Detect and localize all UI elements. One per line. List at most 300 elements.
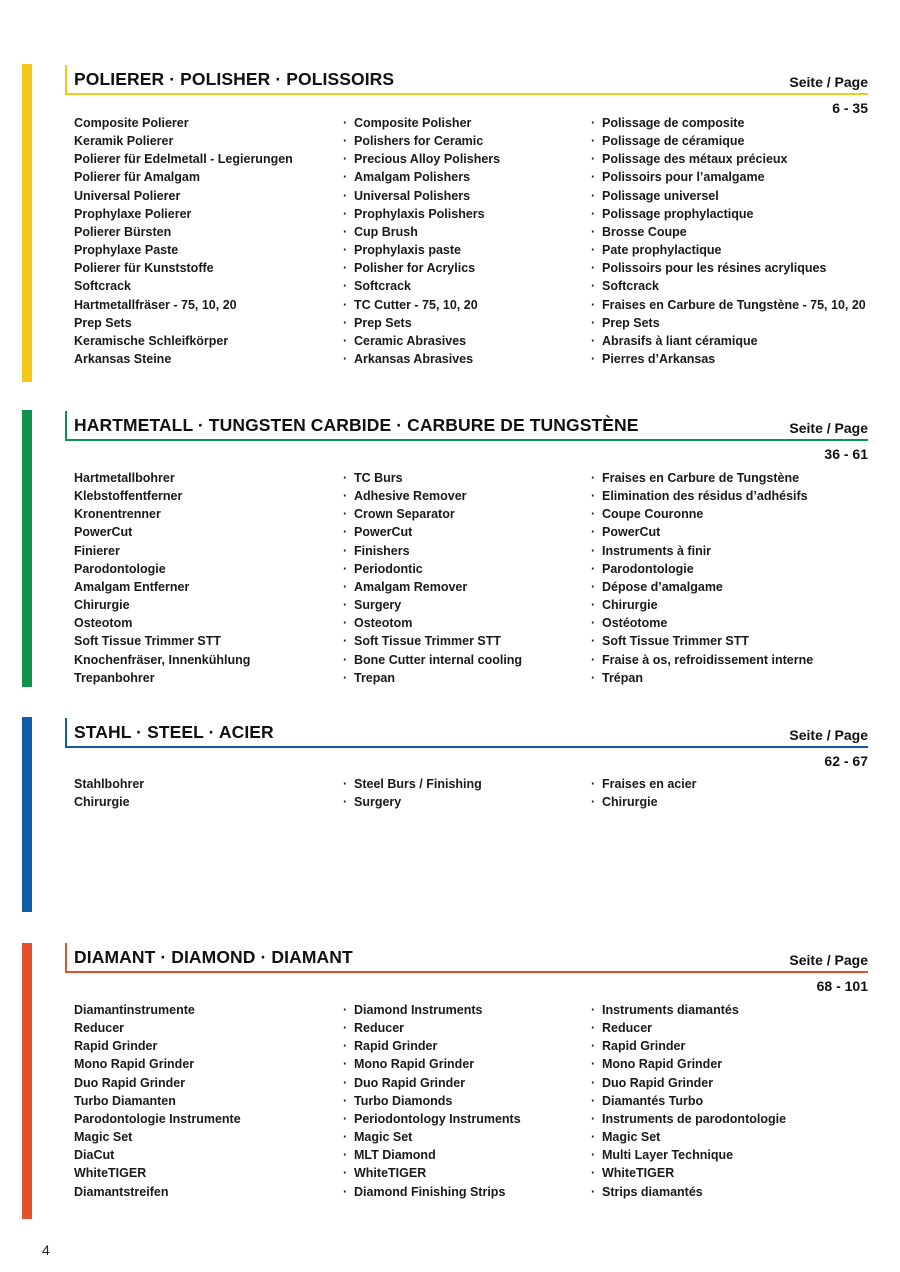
entry-text: PowerCut	[354, 525, 413, 540]
entry-text: Softcrack	[354, 279, 411, 294]
entry-french	[591, 525, 660, 539]
entry-text: Rapid Grinder	[354, 1039, 438, 1054]
bullet: ·	[343, 598, 348, 613]
entry-english	[343, 1148, 436, 1162]
entry-row	[0, 1076, 900, 1094]
entry-german	[74, 207, 191, 221]
entry-english	[343, 562, 423, 576]
entry-german	[74, 525, 132, 539]
entry-french	[591, 471, 799, 485]
bullet: ·	[343, 297, 348, 312]
page-number: 4	[42, 1242, 50, 1258]
entry-row	[0, 116, 900, 134]
entry-text: Pierres d’Arkansas	[602, 351, 716, 366]
entry-english	[343, 316, 412, 330]
entry-text: Magic Set	[602, 1130, 661, 1145]
entry-english	[343, 152, 500, 166]
bullet: ·	[591, 261, 596, 276]
entry-french	[591, 116, 744, 130]
entry-german	[74, 170, 200, 184]
entry-text: Duo Rapid Grinder	[602, 1075, 714, 1090]
entry-row	[0, 598, 900, 616]
header-underline	[65, 93, 868, 95]
seite-page-label: Seite / Page	[789, 952, 868, 968]
entry-german	[74, 671, 155, 685]
entry-text: Strips diamantés	[602, 1184, 703, 1199]
entry-text: Chirurgie	[74, 795, 130, 810]
entry-text: Fraise à os, refroidissement interne	[602, 652, 814, 667]
entry-text: Surgery	[354, 795, 402, 810]
entry-text: Trepan	[354, 670, 395, 685]
entry-text: Steel Burs / Finishing	[354, 777, 482, 791]
entry-text: Brosse Coupe	[602, 224, 687, 239]
bullet: ·	[591, 351, 596, 366]
entry-french	[591, 598, 658, 612]
entry-french	[591, 170, 765, 184]
entry-french	[591, 1112, 786, 1126]
entry-text: Soft Tissue Trimmer STT	[74, 634, 222, 649]
entry-french	[591, 1094, 703, 1108]
entry-text: Diamantés Turbo	[602, 1093, 704, 1108]
bullet: ·	[343, 206, 348, 221]
entry-english	[343, 1094, 452, 1108]
bullet: ·	[591, 652, 596, 667]
entry-english	[343, 616, 412, 630]
bullet: ·	[343, 152, 348, 167]
entry-text: Instruments diamantés	[602, 1003, 739, 1017]
entry-row	[0, 1039, 900, 1057]
entry-english	[343, 1130, 412, 1144]
entry-text: Trepanbohrer	[74, 670, 155, 685]
bullet: ·	[343, 525, 348, 540]
entry-text: Osteotom	[74, 616, 133, 631]
entry-text: Keramische Schleifkörper	[74, 333, 229, 348]
entry-german	[74, 507, 161, 521]
entry-german	[74, 298, 237, 312]
entry-row	[0, 1094, 900, 1112]
entry-english	[343, 1112, 521, 1126]
bullet: ·	[343, 1075, 348, 1090]
entry-english	[343, 471, 403, 485]
bullet: ·	[343, 1111, 348, 1126]
entry-text: Turbo Diamonds	[354, 1093, 453, 1108]
entry-french	[591, 152, 788, 166]
entry-french	[591, 298, 866, 312]
entry-text: PowerCut	[602, 525, 661, 540]
entry-german	[74, 1021, 124, 1035]
bullet: ·	[343, 170, 348, 185]
entry-text: Composite Polisher	[354, 116, 472, 130]
entry-row	[0, 562, 900, 580]
entry-german	[74, 544, 120, 558]
entry-row	[0, 671, 900, 689]
bullet: ·	[591, 1021, 596, 1036]
entry-text: Klebstoffentferner	[74, 489, 183, 504]
entry-english	[343, 225, 418, 239]
entry-english	[343, 525, 412, 539]
entry-english	[343, 261, 475, 275]
bullet: ·	[591, 1184, 596, 1199]
header-underline	[65, 971, 868, 973]
bullet: ·	[591, 579, 596, 594]
header-accent-line	[65, 943, 67, 973]
entry-english	[343, 544, 410, 558]
bullet: ·	[591, 152, 596, 167]
entry-row	[0, 279, 900, 297]
entry-text: Precious Alloy Polishers	[354, 152, 501, 167]
bullet: ·	[343, 1057, 348, 1072]
entry-text: TC Burs	[354, 471, 403, 485]
bullet: ·	[591, 315, 596, 330]
bullet: ·	[343, 777, 348, 791]
entry-text: Parodontologie	[602, 561, 694, 576]
entry-text: Fraises en Carbure de Tungstène	[602, 471, 800, 485]
entry-text: Pate prophylactique	[602, 243, 722, 258]
entry-french	[591, 1166, 674, 1180]
header-underline	[65, 746, 868, 748]
entry-text: Abrasifs à liant céramique	[602, 333, 758, 348]
entry-english	[343, 1057, 474, 1071]
entry-text: Polissage de céramique	[602, 134, 745, 149]
bullet: ·	[591, 243, 596, 258]
entry-english	[343, 777, 482, 791]
entry-row	[0, 580, 900, 598]
seite-page-label: Seite / Page	[789, 74, 868, 90]
entry-text: Rapid Grinder	[602, 1039, 686, 1054]
entry-english	[343, 334, 466, 348]
entry-french	[591, 261, 826, 275]
entry-text: Amalgam Remover	[354, 579, 468, 594]
entry-french	[591, 1185, 703, 1199]
bullet: ·	[591, 333, 596, 348]
bullet: ·	[343, 134, 348, 149]
entry-text: PowerCut	[74, 525, 133, 540]
entry-text: Diamantinstrumente	[74, 1003, 195, 1017]
header-accent-line	[65, 718, 67, 748]
entry-text: Keramik Polierer	[74, 134, 174, 149]
page-range: 6 - 35	[832, 100, 868, 116]
header-underline	[65, 439, 868, 441]
section-title: HARTMETALL · TUNGSTEN CARBIDE · CARBURE DE TUNGSTÈNE	[74, 415, 639, 435]
bullet: ·	[591, 188, 596, 203]
entry-french	[591, 189, 719, 203]
entry-german	[74, 653, 250, 667]
bullet: ·	[591, 170, 596, 185]
entry-text: Crown Separator	[354, 507, 455, 522]
entry-german	[74, 1166, 146, 1180]
entry-english	[343, 189, 470, 203]
entry-english	[343, 116, 471, 130]
header-accent-line	[65, 65, 67, 95]
bullet: ·	[591, 561, 596, 576]
bullet: ·	[591, 1093, 596, 1108]
entry-text: Polierer für Kunststoffe	[74, 261, 214, 276]
bullet: ·	[591, 1039, 596, 1054]
entry-text: Reducer	[354, 1021, 405, 1036]
entry-english	[343, 1021, 404, 1035]
seite-page-label: Seite / Page	[789, 420, 868, 436]
entry-row	[0, 1003, 900, 1021]
entry-text: TC Cutter - 75, 10, 20	[354, 297, 478, 312]
bullet: ·	[591, 224, 596, 239]
entry-french	[591, 489, 808, 503]
entry-german	[74, 261, 214, 275]
entry-english	[343, 1003, 483, 1017]
entry-french	[591, 544, 711, 558]
bullet: ·	[591, 279, 596, 294]
entry-text: Polisher for Acrylics	[354, 261, 476, 276]
section-color-bar	[22, 717, 32, 912]
entry-text: Chirurgie	[602, 795, 658, 810]
entry-text: Reducer	[602, 1021, 653, 1036]
entry-english	[343, 795, 401, 809]
bullet: ·	[591, 489, 596, 504]
entry-french	[591, 580, 723, 594]
bullet: ·	[591, 134, 596, 149]
entry-french	[591, 1057, 722, 1071]
entry-german	[74, 225, 171, 239]
entry-text: WhiteTIGER	[74, 1166, 147, 1181]
bullet: ·	[343, 1166, 348, 1181]
entry-german	[74, 1057, 194, 1071]
entry-text: Dépose d’amalgame	[602, 579, 723, 594]
entry-english	[343, 207, 485, 221]
entry-text: Polierer für Edelmetall - Legierungen	[74, 152, 293, 167]
entry-row	[0, 507, 900, 525]
entry-text: Reducer	[74, 1021, 125, 1036]
entry-text: Softcrack	[74, 279, 131, 294]
entry-german	[74, 616, 132, 630]
entry-english	[343, 243, 461, 257]
entry-french	[591, 634, 749, 648]
section-header	[65, 411, 868, 462]
bullet: ·	[591, 1057, 596, 1072]
bullet: ·	[343, 224, 348, 239]
entry-french	[591, 1003, 739, 1017]
bullet: ·	[343, 652, 348, 667]
entry-german	[74, 134, 173, 148]
entry-french	[591, 316, 660, 330]
section-header	[65, 718, 868, 769]
bullet: ·	[591, 543, 596, 558]
bullet: ·	[591, 206, 596, 221]
entry-text: Finishers	[354, 543, 410, 558]
entry-english	[343, 298, 478, 312]
entry-german	[74, 1003, 195, 1017]
entry-german	[74, 489, 182, 503]
bullet: ·	[591, 670, 596, 685]
entry-text: Coupe Couronne	[602, 507, 704, 522]
entry-row	[0, 1057, 900, 1075]
entry-text: Prophylaxis Polishers	[354, 206, 485, 221]
bullet: ·	[343, 333, 348, 348]
entry-english	[343, 134, 483, 148]
entry-row	[0, 170, 900, 188]
entry-german	[74, 316, 132, 330]
bullet: ·	[343, 1093, 348, 1108]
entry-row	[0, 616, 900, 634]
entry-english	[343, 1185, 505, 1199]
entry-text: Prophylaxe Paste	[74, 243, 179, 258]
entry-row	[0, 152, 900, 170]
entry-german	[74, 795, 130, 809]
bullet: ·	[343, 507, 348, 522]
entry-row	[0, 243, 900, 261]
entry-german	[74, 1130, 132, 1144]
bullet: ·	[343, 116, 348, 130]
entry-english	[343, 634, 501, 648]
entry-text: Elimination des résidus d’adhésifs	[602, 489, 808, 504]
entry-row	[0, 225, 900, 243]
bullet: ·	[343, 279, 348, 294]
page-range: 62 - 67	[824, 753, 868, 769]
entry-french	[591, 207, 753, 221]
entry-row	[0, 1148, 900, 1166]
entry-text: Turbo Diamanten	[74, 1093, 176, 1108]
entry-german	[74, 334, 228, 348]
bullet: ·	[343, 1130, 348, 1145]
entry-row	[0, 352, 900, 370]
entry-german	[74, 598, 130, 612]
entry-row	[0, 795, 900, 813]
bullet: ·	[343, 543, 348, 558]
bullet: ·	[343, 670, 348, 685]
entry-english	[343, 653, 522, 667]
entry-german	[74, 243, 178, 257]
entry-german	[74, 777, 144, 791]
bullet: ·	[343, 634, 348, 649]
entry-english	[343, 1076, 465, 1090]
entry-english	[343, 170, 470, 184]
entry-french	[591, 134, 744, 148]
entry-row	[0, 544, 900, 562]
entry-row	[0, 1185, 900, 1203]
page-range: 36 - 61	[824, 446, 868, 462]
bullet: ·	[591, 507, 596, 522]
entry-text: Cup Brush	[354, 224, 418, 239]
entry-text: Universal Polierer	[74, 188, 181, 203]
entry-french	[591, 795, 658, 809]
entry-text: Polissage universel	[602, 188, 719, 203]
bullet: ·	[591, 1075, 596, 1090]
entry-french	[591, 225, 687, 239]
bullet: ·	[591, 1148, 596, 1163]
entry-text: Stahlbohrer	[74, 777, 145, 791]
entry-text: Chirurgie	[602, 598, 658, 613]
bullet: ·	[591, 1130, 596, 1145]
entry-row	[0, 634, 900, 652]
entry-english	[343, 489, 467, 503]
entry-text: Soft Tissue Trimmer STT	[354, 634, 502, 649]
entry-text: Prep Sets	[74, 315, 132, 330]
section-title: STAHL · STEEL · ACIER	[74, 722, 274, 742]
entry-row	[0, 777, 900, 795]
entry-text: Knochenfräser, Innenkühlung	[74, 652, 251, 667]
entry-german	[74, 1112, 241, 1126]
entry-german	[74, 471, 175, 485]
entry-text: Soft Tissue Trimmer STT	[602, 634, 750, 649]
entry-french	[591, 777, 697, 791]
entry-text: Chirurgie	[74, 598, 130, 613]
entry-row	[0, 1021, 900, 1039]
entry-text: Polissoirs pour les résines acryliques	[602, 261, 827, 276]
entry-text: Instruments à finir	[602, 543, 712, 558]
entry-text: Mono Rapid Grinder	[354, 1057, 475, 1072]
bullet: ·	[591, 116, 596, 130]
bullet: ·	[591, 1003, 596, 1017]
entry-text: Surgery	[354, 598, 402, 613]
entry-french	[591, 507, 703, 521]
bullet: ·	[591, 777, 596, 791]
bullet: ·	[343, 1148, 348, 1163]
entry-text: Polissage de composite	[602, 116, 745, 130]
entry-text: Prophylaxe Polierer	[74, 206, 192, 221]
seite-page-label: Seite / Page	[789, 727, 868, 743]
entry-german	[74, 279, 131, 293]
entry-text: Periodontology Instruments	[354, 1111, 521, 1126]
entry-row	[0, 653, 900, 671]
entry-text: Arkansas Steine	[74, 351, 172, 366]
entry-french	[591, 1130, 660, 1144]
bullet: ·	[591, 598, 596, 613]
entry-text: Multi Layer Technique	[602, 1148, 734, 1163]
bullet: ·	[343, 489, 348, 504]
entry-text: Duo Rapid Grinder	[74, 1075, 186, 1090]
entry-text: Parodontologie	[74, 561, 166, 576]
header-accent-line	[65, 411, 67, 441]
bullet: ·	[343, 315, 348, 330]
bullet: ·	[343, 261, 348, 276]
entry-row	[0, 334, 900, 352]
bullet: ·	[343, 243, 348, 258]
entry-row	[0, 261, 900, 279]
bullet: ·	[343, 1021, 348, 1036]
bullet: ·	[343, 579, 348, 594]
entry-french	[591, 671, 643, 685]
section-title: DIAMANT · DIAMOND · DIAMANT	[74, 947, 353, 967]
entry-text: Periodontic	[354, 561, 423, 576]
section-title: POLIERER · POLISHER · POLISSOIRS	[74, 69, 395, 89]
entry-french	[591, 279, 659, 293]
bullet: ·	[591, 471, 596, 485]
entry-text: Universal Polishers	[354, 188, 471, 203]
bullet: ·	[343, 1184, 348, 1199]
entry-german	[74, 1039, 157, 1053]
entry-text: Polissage des métaux précieux	[602, 152, 788, 167]
entry-english	[343, 1039, 437, 1053]
entry-row	[0, 1130, 900, 1148]
entry-text: Softcrack	[602, 279, 659, 294]
entry-german	[74, 1148, 114, 1162]
entry-text: Ostéotome	[602, 616, 668, 631]
entry-french	[591, 653, 813, 667]
entry-text: MLT Diamond	[354, 1148, 436, 1163]
entry-french	[591, 616, 667, 630]
bullet: ·	[591, 634, 596, 649]
bullet: ·	[591, 1166, 596, 1181]
entry-text: Composite Polierer	[74, 116, 189, 130]
entry-german	[74, 562, 166, 576]
entry-french	[591, 1021, 652, 1035]
entry-text: WhiteTIGER	[354, 1166, 427, 1181]
entry-french	[591, 1039, 685, 1053]
entry-row	[0, 298, 900, 316]
entry-text: Prep Sets	[602, 315, 660, 330]
entry-german	[74, 1185, 168, 1199]
entry-text: Osteotom	[354, 616, 413, 631]
bullet: ·	[591, 1111, 596, 1126]
page-range: 68 - 101	[816, 978, 868, 994]
